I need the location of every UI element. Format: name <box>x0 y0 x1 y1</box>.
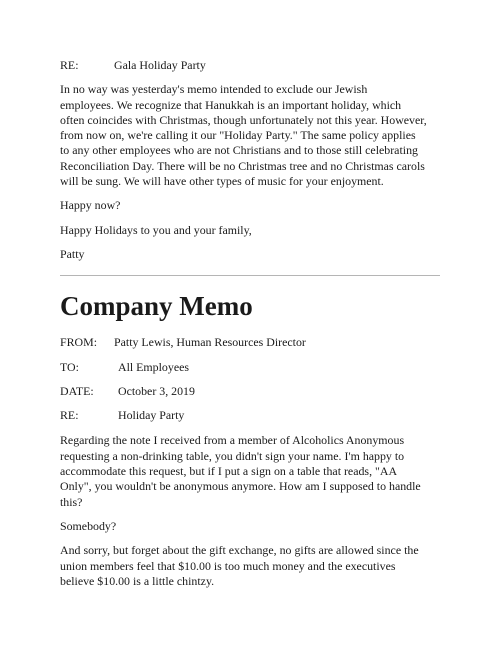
text-line: Only", you wouldn't be anonymous anymore. How am I supposed to handle <box>60 479 421 494</box>
date-value: October 3, 2019 <box>118 383 195 398</box>
memo-title: Company Memo <box>60 291 253 322</box>
text-line: from now on, we're calling it our "Holiday Party." The same policy applies <box>60 128 416 143</box>
text-line: accommodate this request, but if I put a sign on a table that reads, "AA <box>60 464 398 479</box>
signature: Patty <box>60 246 85 261</box>
to-value: All Employees <box>118 359 190 374</box>
re-subject: Gala Holiday Party <box>114 58 206 72</box>
text-line: employees. We recognize that Hanukkah is an important holiday, which <box>60 97 402 112</box>
re-line <box>60 408 450 423</box>
text-line: requesting a non-drinking table, you didn't sign your name. I'm happy to <box>60 448 405 463</box>
memo-paragraph-3 <box>60 543 450 589</box>
text-line: In no way was yesterday's memo intended to exclude our Jewish <box>60 82 368 97</box>
memo-paragraph-1 <box>60 433 450 509</box>
text-line: will be sung. We will have other types of music for your enjoyment. <box>60 174 384 189</box>
date-line <box>60 384 450 399</box>
text-line: Reconciliation Day. There will be no Christmas tree and no Christmas carols <box>60 158 425 173</box>
from-line <box>60 335 450 350</box>
text-line: often coincides with Christmas, though unfortunately not this year. However, <box>60 112 427 127</box>
re-label: RE: <box>60 58 79 72</box>
date-label: DATE: <box>60 383 94 398</box>
text-line: Regarding the note I received from a member of Alcoholics Anonymous <box>60 433 405 448</box>
text-line: to any other employees who are not Christians and to those still celebrating <box>60 143 418 158</box>
from-value: Patty Lewis, Human Resources Director <box>114 335 306 350</box>
text-line: union members feel that $10.00 is too much money and the executives <box>60 558 396 573</box>
question-text: Happy now? <box>60 198 121 213</box>
text-line: believe $10.00 is a little chintzy. <box>60 573 215 588</box>
to-line <box>60 360 450 375</box>
divider <box>60 275 440 276</box>
closing-text: Happy Holidays to you and your family, <box>60 222 252 237</box>
text-line: And sorry, but forget about the gift exchange, no gifts are allowed since the <box>60 543 419 558</box>
text-line: this? <box>60 494 83 509</box>
to-label: TO: <box>60 359 79 374</box>
re-line-top <box>60 58 450 73</box>
top-paragraph <box>60 82 450 189</box>
memo-paragraph-2: Somebody? <box>60 518 117 533</box>
re-subject: Holiday Party <box>118 408 185 423</box>
re-label: RE: <box>60 408 79 423</box>
from-label: FROM: <box>60 335 98 350</box>
document-page <box>60 58 450 589</box>
